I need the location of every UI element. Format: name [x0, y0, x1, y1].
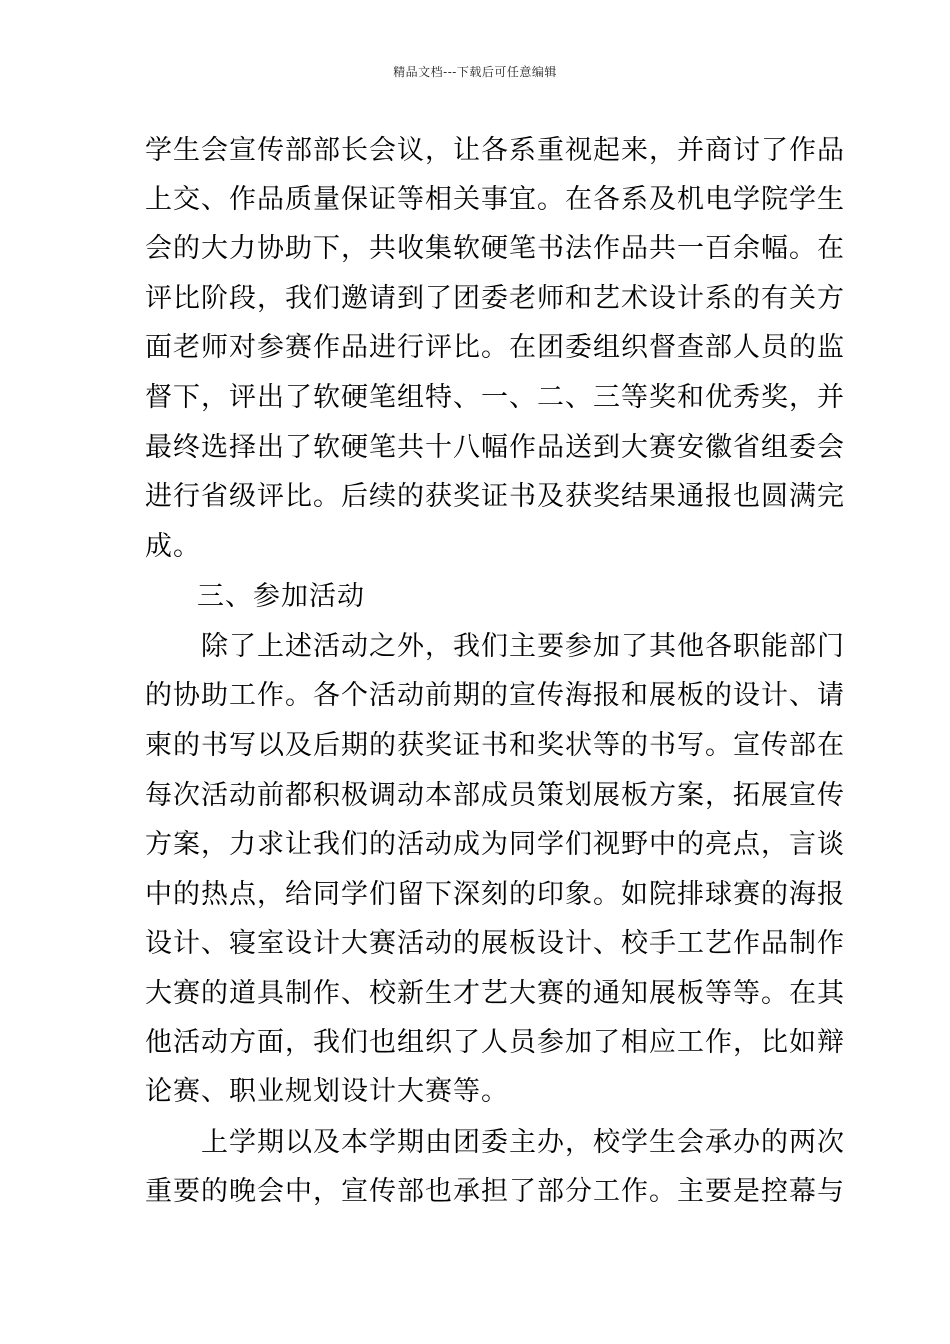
paragraph-line: 会的大力协助下，共收集软硬笔书法作品共一百余幅。在 [145, 233, 845, 264]
paragraph-line: 上学期以及本学期由团委主办，校学生会承办的两次 [201, 1127, 845, 1158]
paragraph-line: 除了上述活动之外，我们主要参加了其他各职能部门 [201, 631, 845, 662]
paragraph-line: 中的热点，给同学们留下深刻的印象。如院排球赛的海报 [145, 879, 845, 910]
section-heading: 三、参加活动 [197, 581, 365, 612]
paragraph-line: 学生会宣传部部长会议，让各系重视起来，并商讨了作品 [145, 135, 845, 166]
paragraph-line: 他活动方面，我们也组织了人员参加了相应工作，比如辩 [145, 1027, 845, 1058]
paragraph-line: 大赛的道具制作、校新生才艺大赛的通知展板等等。在其 [145, 978, 845, 1009]
paragraph-line: 论赛、职业规划设计大赛等。 [145, 1076, 509, 1107]
paragraph-line: 进行省级评比。后续的获奖证书及获奖结果通报也圆满完 [145, 481, 845, 512]
paragraph-line: 设计、寝室设计大赛活动的展板设计、校手工艺作品制作 [145, 928, 845, 959]
paragraph-line: 每次活动前都积极调动本部成员策划展板方案，拓展宣传 [145, 780, 845, 811]
paragraph-line: 面老师对参赛作品进行评比。在团委组织督查部人员的监 [145, 332, 845, 363]
paragraph-line: 成。 [145, 531, 201, 562]
paragraph-line: 督下，评出了软硬笔组特、一、二、三等奖和优秀奖，并 [145, 382, 845, 413]
paragraph-line: 最终选择出了软硬笔共十八幅作品送到大赛安徽省组委会 [145, 432, 845, 463]
paragraph-line: 上交、作品质量保证等相关事宜。在各系及机电学院学生 [145, 184, 845, 215]
paragraph-line: 方案，力求让我们的活动成为同学们视野中的亮点，言谈 [145, 829, 845, 860]
paragraph-line: 重要的晚会中，宣传部也承担了部分工作。主要是控幕与 [145, 1176, 845, 1207]
paragraph-line: 柬的书写以及后期的获奖证书和奖状等的书写。宣传部在 [145, 730, 845, 761]
page-header: 精品文档---下载后可任意编辑 [393, 65, 557, 79]
paragraph-line: 评比阶段，我们邀请到了团委老师和艺术设计系的有关方 [145, 283, 845, 314]
paragraph-line: 的协助工作。各个活动前期的宣传海报和展板的设计、请 [145, 680, 845, 711]
